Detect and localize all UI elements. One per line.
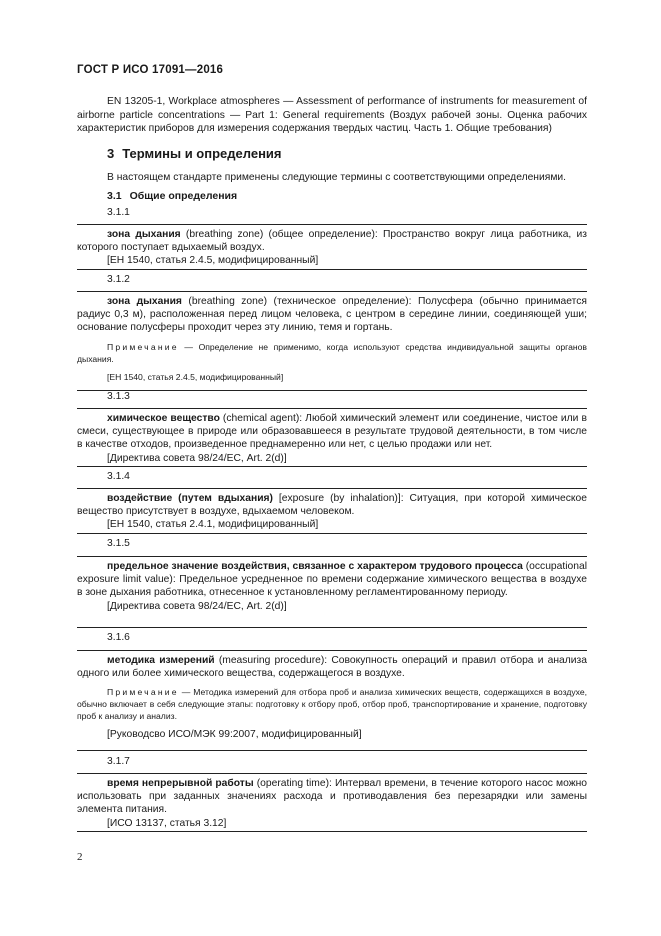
definition-box: [77, 291, 587, 391]
definition-text: [77, 412, 587, 452]
definition-text: [77, 228, 587, 254]
definition-text: [77, 295, 587, 335]
note-label: Примечание: [107, 687, 179, 698]
section-number: 3: [107, 146, 115, 161]
term-number: 3.1.2: [107, 274, 130, 285]
definition-source: [ЕН 1540, статья 2.4.5, модифицированный]: [107, 255, 319, 267]
term-number: 3.1.3: [107, 391, 130, 402]
term-definition: (operating time): Интервал времени, в течение которого насос можно использовать при заданных значениях расхода и противодавления без перезарядки или замены элемента питания.: [77, 778, 587, 816]
term-definition: (occupational exposure limit value): Предельное усредненное по времени содержание химического вещества в воздухе в зоне дыхания работника, отнесенное к установленному регламентированному периоду.: [77, 561, 588, 599]
term-definition: (breathing zone) (общее определение): Пространство вокруг лица работника, из которого поступает вдыхаемый воздух.: [77, 229, 587, 254]
term-name: предельное значение воздействия, связанное с характером трудового процесса: [107, 561, 523, 572]
definition-source: [ЕН 1540, статья 2.4.5, модифицированный]: [107, 371, 284, 382]
subsection-title-text: Общие определения: [129, 190, 238, 202]
note-text: — Определение не применимо, когда используют средства индивидуальной защиты органов дыхания.: [77, 341, 587, 364]
subsection-number: 3.1: [107, 190, 122, 202]
definition-box: [77, 650, 587, 751]
definition-source: [Директива совета 98/24/ЕС, Art. 2(d)]: [107, 600, 287, 612]
definition-box: [77, 408, 587, 467]
term-number: 3.1.7: [107, 756, 130, 767]
term-definition: (measuring procedure): Совокупность операций и правил отбора и анализа одного или более химического вещества, содержащегося в воздухе.: [77, 655, 587, 680]
definition-source: [ИСО 13137, статья 3.12]: [107, 817, 227, 829]
term-definition: (chemical agent): Любой химический элемент или соединение, чистое или в смеси, существующее в природе или образовавшееся в результате трудовой деятельности, в том числе в качестве отходов, произведенное преднамеренно или нет, с целью продажи или нет.: [77, 413, 587, 451]
term-definition: [exposure (by inhalation)]: Ситуация, при которой химическое вещество присутствует в воздухе, вдыхаемом человеком.: [77, 493, 587, 518]
intro-paragraph: В настоящем стандарте применены следующие термины с соответствующими определениями.: [107, 172, 567, 183]
note-text: — Методика измерений для отбора проб и анализа химических веществ, содержащихся в воздухе, обычно включает в себя следующие этапы: подготовку к отбору проб, отбор проб, транспортирование и хранение, подготовку проб к анализу и анализ.: [77, 687, 587, 722]
definition-box: [77, 773, 587, 832]
definition-note: [77, 341, 587, 365]
definition-source: [ЕН 1540, статья 2.4.1, модифицированный]: [107, 519, 319, 531]
term-name: химическое вещество: [107, 413, 220, 424]
definition-text: [77, 560, 587, 600]
term-number: 3.1.1: [107, 207, 130, 218]
term-name: зона дыхания: [107, 296, 182, 307]
subsection-title: [107, 190, 237, 202]
term-number: 3.1.6: [107, 632, 130, 643]
definition-text: [77, 492, 587, 518]
term-name: зона дыхания: [107, 229, 181, 240]
reference-text: EN 13205-1, Workplace atmospheres — Assessment of performance of instruments for measurement of airborne particle concentrations — Part 1: General requirements (Воздух рабочей зоны. Оценка рабочих характеристик приборов для измерения содержания твердых частиц. Часть 1. Общие требования): [77, 96, 587, 134]
note-label: Примечание: [107, 341, 179, 352]
reference-paragraph: [77, 95, 587, 136]
definition-source: [Руководсво ИСО/МЭК 99:2007, модифицированный]: [107, 729, 362, 741]
section-title-text: Термины и определения: [122, 146, 282, 161]
term-name: воздействие (путем вдыхания): [107, 493, 273, 504]
definition-text: [77, 777, 587, 817]
page-number: 2: [77, 851, 83, 863]
term-number: 3.1.4: [107, 471, 130, 482]
term-number: 3.1.5: [107, 538, 130, 549]
document-header: ГОСТ Р ИСО 17091—2016: [77, 64, 224, 76]
definition-note: [77, 686, 587, 722]
definition-text: [77, 654, 587, 680]
definition-box: [77, 224, 587, 270]
section-title: [107, 146, 282, 161]
definition-source: [Директива совета 98/24/ЕС, Art. 2(d)]: [107, 452, 287, 464]
definition-box: [77, 488, 587, 534]
term-name: методика измерений: [107, 655, 215, 666]
definition-box: [77, 556, 587, 628]
term-definition: (breathing zone) (техническое определение): Полусфера (обычно принимается радиус 0,3 м), расположенная перед лицом человека, с центром в середине линии, соединяющей уши; основание полусферы проходит через эту линию, темя и гортань.: [77, 296, 587, 334]
term-name: время непрерывной работы: [107, 778, 254, 789]
